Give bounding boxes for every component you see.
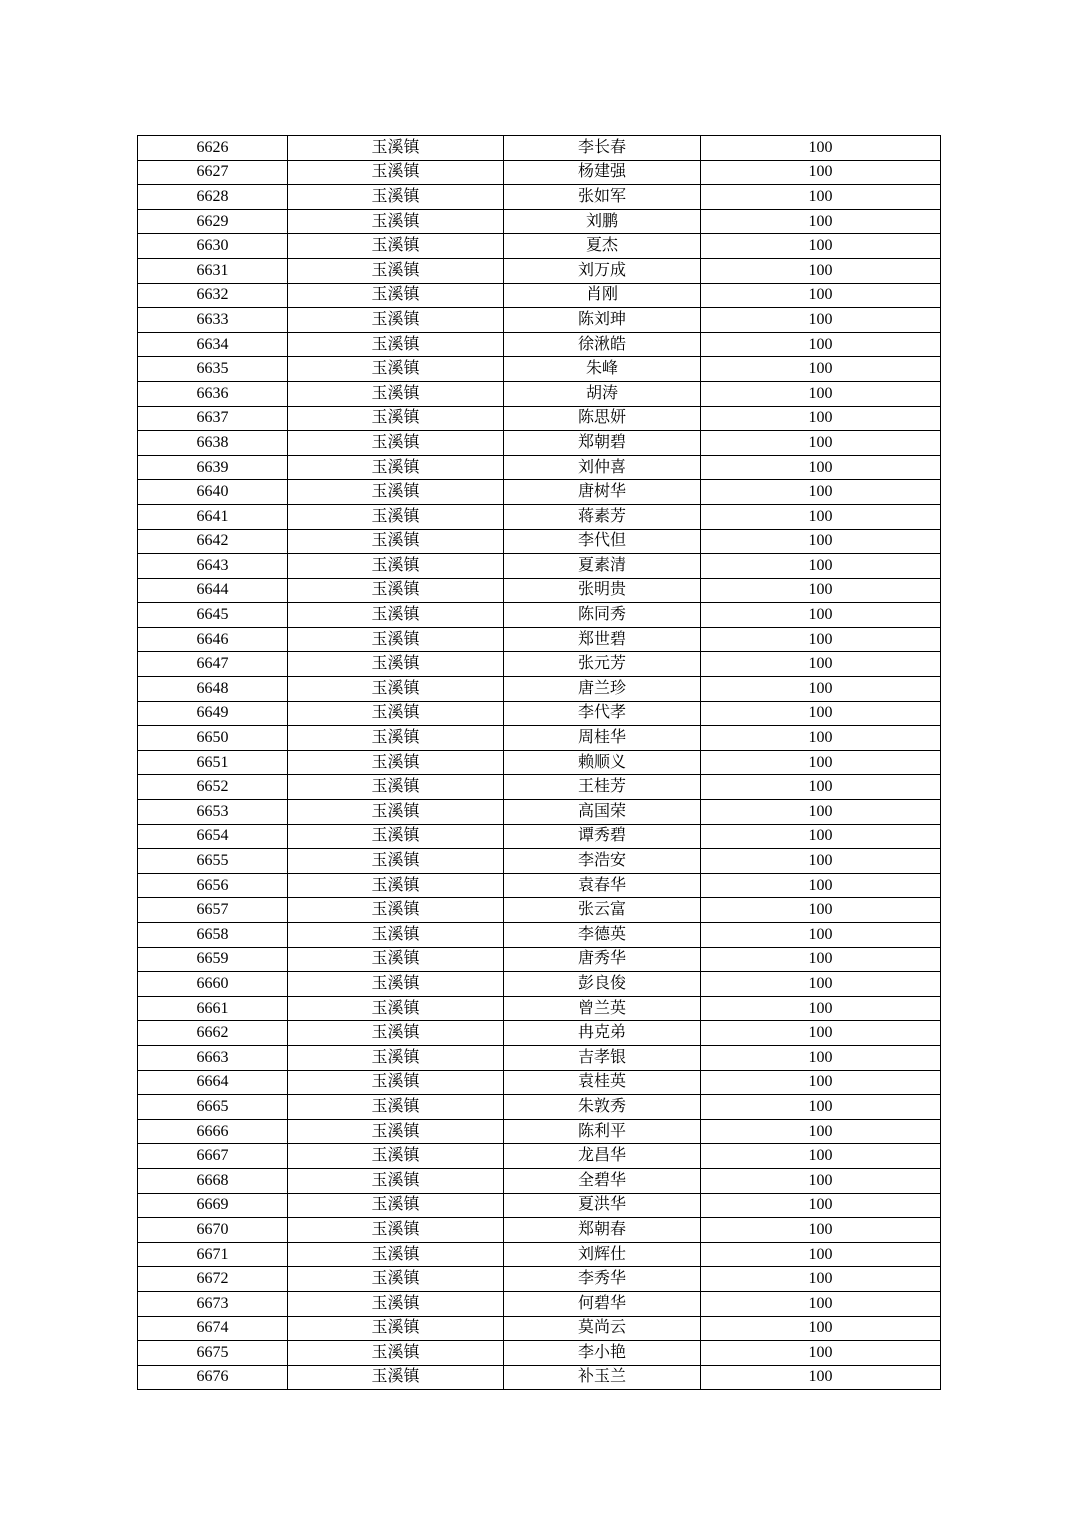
cell-person-name: 夏洪华 (504, 1193, 701, 1218)
cell-person-name: 朱敦秀 (504, 1095, 701, 1120)
cell-town: 玉溪镇 (288, 136, 504, 161)
table-row (138, 1365, 941, 1390)
cell-serial-number: 6655 (138, 849, 288, 874)
cell-town: 玉溪镇 (288, 1267, 504, 1292)
cell-town: 玉溪镇 (288, 1144, 504, 1169)
table-row (138, 775, 941, 800)
cell-person-name: 彭良俊 (504, 972, 701, 997)
table-row (138, 578, 941, 603)
cell-serial-number: 6675 (138, 1341, 288, 1366)
cell-amount: 100 (701, 775, 941, 800)
cell-serial-number: 6668 (138, 1168, 288, 1193)
table-row (138, 1218, 941, 1243)
table-row (138, 258, 941, 283)
table-row (138, 185, 941, 210)
cell-person-name: 郑朝碧 (504, 431, 701, 456)
cell-amount: 100 (701, 578, 941, 603)
cell-person-name: 李小艳 (504, 1341, 701, 1366)
cell-amount: 100 (701, 1144, 941, 1169)
cell-town: 玉溪镇 (288, 775, 504, 800)
cell-amount: 100 (701, 750, 941, 775)
table-row (138, 873, 941, 898)
cell-amount: 100 (701, 652, 941, 677)
cell-person-name: 王桂芳 (504, 775, 701, 800)
cell-amount: 100 (701, 677, 941, 702)
cell-town: 玉溪镇 (288, 873, 504, 898)
cell-person-name: 龙昌华 (504, 1144, 701, 1169)
table-row (138, 652, 941, 677)
cell-serial-number: 6664 (138, 1070, 288, 1095)
cell-amount: 100 (701, 455, 941, 480)
cell-person-name: 蒋素芳 (504, 504, 701, 529)
cell-amount: 100 (701, 554, 941, 579)
table-row (138, 1045, 941, 1070)
cell-person-name: 全碧华 (504, 1168, 701, 1193)
cell-person-name: 陈利平 (504, 1119, 701, 1144)
cell-serial-number: 6669 (138, 1193, 288, 1218)
table-row (138, 1316, 941, 1341)
roster-table-body (138, 136, 941, 1390)
cell-town: 玉溪镇 (288, 923, 504, 948)
cell-amount: 100 (701, 947, 941, 972)
table-row (138, 627, 941, 652)
cell-serial-number: 6667 (138, 1144, 288, 1169)
cell-person-name: 补玉兰 (504, 1365, 701, 1390)
table-row (138, 480, 941, 505)
cell-person-name: 唐兰珍 (504, 677, 701, 702)
cell-town: 玉溪镇 (288, 750, 504, 775)
table-row (138, 1119, 941, 1144)
cell-serial-number: 6659 (138, 947, 288, 972)
cell-amount: 100 (701, 1070, 941, 1095)
cell-person-name: 刘辉仕 (504, 1242, 701, 1267)
cell-serial-number: 6630 (138, 234, 288, 259)
cell-serial-number: 6640 (138, 480, 288, 505)
cell-serial-number: 6661 (138, 996, 288, 1021)
cell-serial-number: 6662 (138, 1021, 288, 1046)
cell-town: 玉溪镇 (288, 1341, 504, 1366)
cell-person-name: 袁春华 (504, 873, 701, 898)
cell-serial-number: 6629 (138, 209, 288, 234)
cell-amount: 100 (701, 332, 941, 357)
cell-serial-number: 6645 (138, 603, 288, 628)
table-row (138, 824, 941, 849)
cell-serial-number: 6628 (138, 185, 288, 210)
table-row (138, 1242, 941, 1267)
cell-person-name: 夏杰 (504, 234, 701, 259)
cell-town: 玉溪镇 (288, 898, 504, 923)
cell-person-name: 刘万成 (504, 258, 701, 283)
cell-amount: 100 (701, 1021, 941, 1046)
cell-town: 玉溪镇 (288, 1070, 504, 1095)
cell-serial-number: 6665 (138, 1095, 288, 1120)
cell-serial-number: 6660 (138, 972, 288, 997)
table-row (138, 136, 941, 161)
cell-amount: 100 (701, 1193, 941, 1218)
cell-town: 玉溪镇 (288, 455, 504, 480)
table-row (138, 750, 941, 775)
cell-serial-number: 6644 (138, 578, 288, 603)
table-row (138, 849, 941, 874)
cell-person-name: 李德英 (504, 923, 701, 948)
table-row (138, 332, 941, 357)
cell-serial-number: 6650 (138, 726, 288, 751)
cell-serial-number: 6666 (138, 1119, 288, 1144)
cell-town: 玉溪镇 (288, 824, 504, 849)
table-row (138, 800, 941, 825)
cell-town: 玉溪镇 (288, 1119, 504, 1144)
cell-amount: 100 (701, 381, 941, 406)
table-row (138, 529, 941, 554)
cell-town: 玉溪镇 (288, 504, 504, 529)
cell-person-name: 陈同秀 (504, 603, 701, 628)
cell-serial-number: 6647 (138, 652, 288, 677)
table-row (138, 726, 941, 751)
cell-town: 玉溪镇 (288, 800, 504, 825)
cell-serial-number: 6654 (138, 824, 288, 849)
cell-amount: 100 (701, 1218, 941, 1243)
cell-person-name: 冉克弟 (504, 1021, 701, 1046)
cell-amount: 100 (701, 1341, 941, 1366)
cell-town: 玉溪镇 (288, 972, 504, 997)
cell-amount: 100 (701, 1095, 941, 1120)
cell-serial-number: 6634 (138, 332, 288, 357)
table-row (138, 160, 941, 185)
cell-amount: 100 (701, 1291, 941, 1316)
cell-person-name: 张明贵 (504, 578, 701, 603)
cell-serial-number: 6637 (138, 406, 288, 431)
table-row (138, 1095, 941, 1120)
cell-amount: 100 (701, 627, 941, 652)
cell-amount: 100 (701, 898, 941, 923)
cell-person-name: 夏素清 (504, 554, 701, 579)
table-row (138, 308, 941, 333)
cell-serial-number: 6638 (138, 431, 288, 456)
cell-town: 玉溪镇 (288, 283, 504, 308)
cell-amount: 100 (701, 701, 941, 726)
cell-serial-number: 6674 (138, 1316, 288, 1341)
cell-amount: 100 (701, 972, 941, 997)
cell-person-name: 高国荣 (504, 800, 701, 825)
cell-amount: 100 (701, 234, 941, 259)
cell-person-name: 曾兰英 (504, 996, 701, 1021)
cell-town: 玉溪镇 (288, 1365, 504, 1390)
cell-serial-number: 6676 (138, 1365, 288, 1390)
cell-amount: 100 (701, 873, 941, 898)
table-row (138, 1144, 941, 1169)
cell-person-name: 刘鹏 (504, 209, 701, 234)
cell-amount: 100 (701, 480, 941, 505)
cell-amount: 100 (701, 1119, 941, 1144)
cell-serial-number: 6652 (138, 775, 288, 800)
cell-town: 玉溪镇 (288, 1095, 504, 1120)
cell-amount: 100 (701, 1045, 941, 1070)
cell-person-name: 刘仲喜 (504, 455, 701, 480)
cell-person-name: 徐湫皓 (504, 332, 701, 357)
cell-town: 玉溪镇 (288, 996, 504, 1021)
cell-person-name: 郑世碧 (504, 627, 701, 652)
table-row (138, 923, 941, 948)
cell-town: 玉溪镇 (288, 1242, 504, 1267)
cell-person-name: 郑朝春 (504, 1218, 701, 1243)
cell-town: 玉溪镇 (288, 332, 504, 357)
cell-town: 玉溪镇 (288, 258, 504, 283)
cell-town: 玉溪镇 (288, 529, 504, 554)
roster-table (137, 135, 941, 1390)
cell-town: 玉溪镇 (288, 234, 504, 259)
cell-person-name: 唐树华 (504, 480, 701, 505)
table-row (138, 1291, 941, 1316)
cell-serial-number: 6639 (138, 455, 288, 480)
cell-town: 玉溪镇 (288, 209, 504, 234)
cell-amount: 100 (701, 160, 941, 185)
table-row (138, 357, 941, 382)
table-row (138, 996, 941, 1021)
table-row (138, 701, 941, 726)
cell-serial-number: 6656 (138, 873, 288, 898)
cell-amount: 100 (701, 357, 941, 382)
table-row (138, 1070, 941, 1095)
cell-amount: 100 (701, 849, 941, 874)
cell-town: 玉溪镇 (288, 554, 504, 579)
cell-amount: 100 (701, 603, 941, 628)
cell-person-name: 李代孝 (504, 701, 701, 726)
table-row (138, 455, 941, 480)
table-row (138, 554, 941, 579)
cell-serial-number: 6657 (138, 898, 288, 923)
cell-amount: 100 (701, 1365, 941, 1390)
cell-person-name: 何碧华 (504, 1291, 701, 1316)
cell-town: 玉溪镇 (288, 603, 504, 628)
cell-town: 玉溪镇 (288, 677, 504, 702)
cell-town: 玉溪镇 (288, 701, 504, 726)
table-row (138, 1168, 941, 1193)
table-row (138, 1193, 941, 1218)
cell-person-name: 李长春 (504, 136, 701, 161)
cell-person-name: 李浩安 (504, 849, 701, 874)
cell-serial-number: 6636 (138, 381, 288, 406)
cell-person-name: 张如军 (504, 185, 701, 210)
cell-serial-number: 6649 (138, 701, 288, 726)
cell-town: 玉溪镇 (288, 1218, 504, 1243)
table-row (138, 381, 941, 406)
cell-amount: 100 (701, 136, 941, 161)
table-row (138, 283, 941, 308)
cell-serial-number: 6626 (138, 136, 288, 161)
cell-town: 玉溪镇 (288, 1291, 504, 1316)
cell-person-name: 肖刚 (504, 283, 701, 308)
table-row (138, 898, 941, 923)
cell-person-name: 周桂华 (504, 726, 701, 751)
cell-serial-number: 6653 (138, 800, 288, 825)
cell-amount: 100 (701, 283, 941, 308)
cell-town: 玉溪镇 (288, 849, 504, 874)
table-row (138, 504, 941, 529)
cell-person-name: 陈刘珅 (504, 308, 701, 333)
cell-town: 玉溪镇 (288, 1045, 504, 1070)
cell-town: 玉溪镇 (288, 947, 504, 972)
cell-serial-number: 6648 (138, 677, 288, 702)
cell-amount: 100 (701, 308, 941, 333)
cell-serial-number: 6671 (138, 1242, 288, 1267)
cell-serial-number: 6643 (138, 554, 288, 579)
cell-town: 玉溪镇 (288, 652, 504, 677)
cell-town: 玉溪镇 (288, 381, 504, 406)
cell-person-name: 张云富 (504, 898, 701, 923)
cell-person-name: 张元芳 (504, 652, 701, 677)
cell-town: 玉溪镇 (288, 1168, 504, 1193)
cell-serial-number: 6646 (138, 627, 288, 652)
cell-serial-number: 6632 (138, 283, 288, 308)
cell-person-name: 杨建强 (504, 160, 701, 185)
cell-amount: 100 (701, 1316, 941, 1341)
cell-amount: 100 (701, 1242, 941, 1267)
cell-amount: 100 (701, 431, 941, 456)
cell-amount: 100 (701, 1168, 941, 1193)
cell-town: 玉溪镇 (288, 1316, 504, 1341)
cell-serial-number: 6672 (138, 1267, 288, 1292)
cell-person-name: 胡涛 (504, 381, 701, 406)
cell-person-name: 陈思妍 (504, 406, 701, 431)
cell-town: 玉溪镇 (288, 480, 504, 505)
cell-serial-number: 6627 (138, 160, 288, 185)
table-row (138, 972, 941, 997)
table-row (138, 406, 941, 431)
cell-amount: 100 (701, 406, 941, 431)
table-row (138, 234, 941, 259)
table-row (138, 1267, 941, 1292)
cell-town: 玉溪镇 (288, 308, 504, 333)
cell-amount: 100 (701, 800, 941, 825)
cell-serial-number: 6631 (138, 258, 288, 283)
cell-person-name: 赖顺义 (504, 750, 701, 775)
cell-serial-number: 6651 (138, 750, 288, 775)
cell-person-name: 唐秀华 (504, 947, 701, 972)
cell-serial-number: 6641 (138, 504, 288, 529)
cell-person-name: 莫尚云 (504, 1316, 701, 1341)
cell-town: 玉溪镇 (288, 185, 504, 210)
cell-serial-number: 6673 (138, 1291, 288, 1316)
cell-amount: 100 (701, 996, 941, 1021)
cell-serial-number: 6642 (138, 529, 288, 554)
cell-person-name: 谭秀碧 (504, 824, 701, 849)
cell-amount: 100 (701, 209, 941, 234)
cell-town: 玉溪镇 (288, 726, 504, 751)
cell-town: 玉溪镇 (288, 627, 504, 652)
table-row (138, 947, 941, 972)
cell-serial-number: 6658 (138, 923, 288, 948)
table-row (138, 431, 941, 456)
cell-person-name: 吉孝银 (504, 1045, 701, 1070)
table-row (138, 1341, 941, 1366)
cell-amount: 100 (701, 1267, 941, 1292)
table-row (138, 1021, 941, 1046)
cell-amount: 100 (701, 726, 941, 751)
table-row (138, 603, 941, 628)
cell-town: 玉溪镇 (288, 1193, 504, 1218)
cell-serial-number: 6670 (138, 1218, 288, 1243)
cell-amount: 100 (701, 504, 941, 529)
cell-town: 玉溪镇 (288, 406, 504, 431)
cell-town: 玉溪镇 (288, 1021, 504, 1046)
cell-amount: 100 (701, 824, 941, 849)
cell-amount: 100 (701, 185, 941, 210)
cell-amount: 100 (701, 529, 941, 554)
cell-person-name: 朱峰 (504, 357, 701, 382)
cell-person-name: 李秀华 (504, 1267, 701, 1292)
table-row (138, 209, 941, 234)
cell-serial-number: 6633 (138, 308, 288, 333)
cell-town: 玉溪镇 (288, 160, 504, 185)
cell-town: 玉溪镇 (288, 357, 504, 382)
cell-amount: 100 (701, 258, 941, 283)
cell-town: 玉溪镇 (288, 578, 504, 603)
cell-town: 玉溪镇 (288, 431, 504, 456)
cell-person-name: 李代但 (504, 529, 701, 554)
cell-serial-number: 6663 (138, 1045, 288, 1070)
cell-person-name: 袁桂英 (504, 1070, 701, 1095)
table-row (138, 677, 941, 702)
cell-serial-number: 6635 (138, 357, 288, 382)
cell-amount: 100 (701, 923, 941, 948)
